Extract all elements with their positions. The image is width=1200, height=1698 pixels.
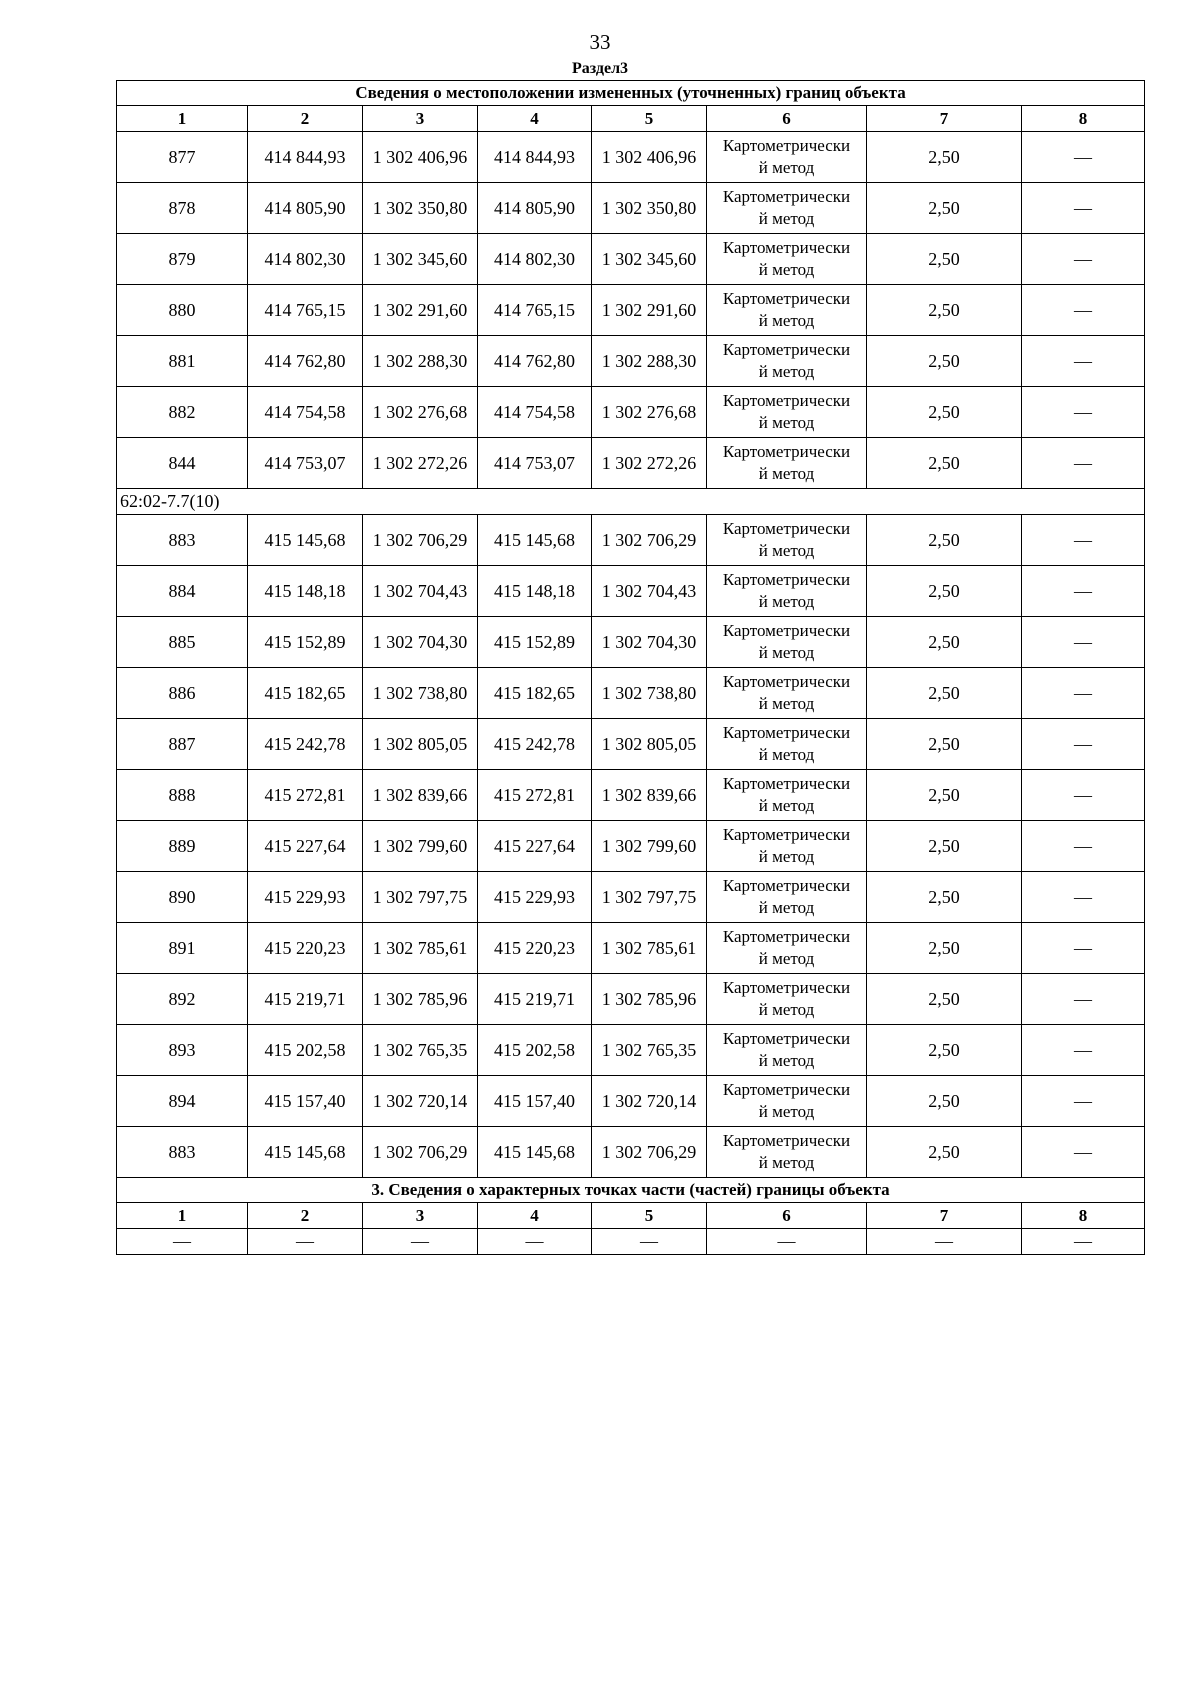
method-cell — [707, 719, 867, 770]
table-cell: 414 844,93 — [478, 132, 592, 183]
table-cell: 2,50 — [867, 668, 1022, 719]
table-cell: — — [1022, 617, 1145, 668]
method-cell — [707, 821, 867, 872]
table-cell: 877 — [117, 132, 248, 183]
table-cell: 414 805,90 — [478, 183, 592, 234]
table-cell: — — [1022, 387, 1145, 438]
section-title: Раздел3 — [571, 60, 629, 77]
table-cell: — — [1022, 974, 1145, 1025]
method-cell — [707, 132, 867, 183]
table-cell: — — [363, 1229, 478, 1255]
method-text-line: й метод — [758, 541, 815, 560]
table-cell: 883 — [117, 1127, 248, 1178]
table-cell: 893 — [117, 1025, 248, 1076]
table-cell: 881 — [117, 336, 248, 387]
table-cell: 415 182,65 — [478, 668, 592, 719]
table-cell: — — [1022, 668, 1145, 719]
method-text-line: й метод — [758, 260, 815, 279]
table-cell: 415 145,68 — [248, 515, 363, 566]
table-cell: 1 302 272,26 — [363, 438, 478, 489]
table-cell: 1 302 291,60 — [363, 285, 478, 336]
table-cell: 414 762,80 — [248, 336, 363, 387]
method-text-line: Картометрически — [722, 723, 851, 742]
method-cell — [707, 1025, 867, 1076]
table-row — [117, 336, 1145, 387]
method-text-line: й метод — [758, 847, 815, 866]
table-row — [117, 1076, 1145, 1127]
table-cell: 1 302 288,30 — [592, 336, 707, 387]
table-cell: — — [1022, 234, 1145, 285]
table-cell: 415 202,58 — [478, 1025, 592, 1076]
method-cell — [707, 285, 867, 336]
table-cell: 2,50 — [867, 1025, 1022, 1076]
table-cell: 1 302 704,30 — [363, 617, 478, 668]
method-text-line: Картометрически — [722, 136, 851, 155]
column-header: 8 — [1022, 106, 1145, 132]
table-cell: — — [1022, 1076, 1145, 1127]
table-cell: 891 — [117, 923, 248, 974]
table-cell: 894 — [117, 1076, 248, 1127]
table-cell: 1 302 720,14 — [363, 1076, 478, 1127]
table-cell: — — [1022, 566, 1145, 617]
table-row — [117, 1229, 1145, 1255]
method-text-line: Картометрически — [722, 187, 851, 206]
table-cell: 1 302 288,30 — [363, 336, 478, 387]
table-cell: — — [707, 1229, 867, 1255]
method-text-line: Картометрически — [722, 1131, 851, 1150]
method-cell — [707, 974, 867, 1025]
column-header: 1 — [117, 1203, 248, 1229]
table-cell: 2,50 — [867, 336, 1022, 387]
method-cell — [707, 566, 867, 617]
table-cell: 1 302 785,96 — [592, 974, 707, 1025]
method-cell — [707, 183, 867, 234]
column-header: 3 — [363, 106, 478, 132]
table-cell: 415 229,93 — [248, 872, 363, 923]
table-cell: 884 — [117, 566, 248, 617]
method-text-line: й метод — [758, 464, 815, 483]
column-header: 7 — [867, 106, 1022, 132]
table-cell: 2,50 — [867, 821, 1022, 872]
table-body — [117, 81, 1145, 1255]
table-cell: 1 302 799,60 — [592, 821, 707, 872]
table-cell: 415 202,58 — [248, 1025, 363, 1076]
table-cell: — — [1022, 1127, 1145, 1178]
table-row — [117, 974, 1145, 1025]
table-cell: 2,50 — [867, 183, 1022, 234]
method-text-line: Картометрически — [722, 442, 851, 461]
method-text-line: Картометрически — [722, 825, 851, 844]
table-cell: 1 302 706,29 — [592, 515, 707, 566]
table-cell: 415 182,65 — [248, 668, 363, 719]
column-header: 3 — [363, 1203, 478, 1229]
table-cell: 414 765,15 — [478, 285, 592, 336]
method-text-line: Картометрически — [722, 927, 851, 946]
method-text-line: й метод — [758, 362, 815, 381]
table-cell: 414 805,90 — [248, 183, 363, 234]
table-cell: 414 844,93 — [248, 132, 363, 183]
table-cell: 415 145,68 — [478, 1127, 592, 1178]
table-cell: — — [867, 1229, 1022, 1255]
table-cell: 415 219,71 — [478, 974, 592, 1025]
table-row — [117, 438, 1145, 489]
method-text-line: Картометрически — [722, 238, 851, 257]
table-cell: 880 — [117, 285, 248, 336]
table-cell: 2,50 — [867, 515, 1022, 566]
method-text-line: Картометрически — [722, 570, 851, 589]
group-label: 62:02-7.7(10) — [117, 489, 1145, 515]
table-cell: — — [592, 1229, 707, 1255]
table-cell: 415 220,23 — [248, 923, 363, 974]
table-cell: — — [1022, 923, 1145, 974]
table-row — [117, 515, 1145, 566]
column-header: 6 — [707, 106, 867, 132]
table-cell: 1 302 797,75 — [363, 872, 478, 923]
table-cell: — — [1022, 183, 1145, 234]
table-cell: 1 302 805,05 — [363, 719, 478, 770]
method-cell — [707, 336, 867, 387]
table-cell: 1 302 406,96 — [592, 132, 707, 183]
table-row — [117, 387, 1145, 438]
table-cell: 2,50 — [867, 770, 1022, 821]
table-cell: 889 — [117, 821, 248, 872]
table-cell: — — [1022, 770, 1145, 821]
table-cell: 1 302 706,29 — [592, 1127, 707, 1178]
method-text-line: й метод — [758, 745, 815, 764]
table-row — [117, 183, 1145, 234]
table-cell: 414 765,15 — [248, 285, 363, 336]
table-cell: — — [1022, 719, 1145, 770]
table-cell: 883 — [117, 515, 248, 566]
table-cell: 414 762,80 — [478, 336, 592, 387]
table-cell: 2,50 — [867, 438, 1022, 489]
table-cell: 415 242,78 — [248, 719, 363, 770]
method-text-line: й метод — [758, 643, 815, 662]
table-cell: 2,50 — [867, 719, 1022, 770]
table-cell: 2,50 — [867, 132, 1022, 183]
table-cell: 1 302 738,80 — [363, 668, 478, 719]
table-cell: 414 802,30 — [248, 234, 363, 285]
method-text-line: й метод — [758, 158, 815, 177]
method-text-line: й метод — [758, 1102, 815, 1121]
table-row — [117, 234, 1145, 285]
column-header: 8 — [1022, 1203, 1145, 1229]
table-cell: 1 302 720,14 — [592, 1076, 707, 1127]
table-cell: 879 — [117, 234, 248, 285]
table-cell: — — [1022, 872, 1145, 923]
table-cell: 415 219,71 — [248, 974, 363, 1025]
method-text-line: й метод — [758, 311, 815, 330]
table-cell: 415 242,78 — [478, 719, 592, 770]
method-text-line: й метод — [758, 898, 815, 917]
table-row — [117, 872, 1145, 923]
method-text-line: й метод — [758, 1153, 815, 1172]
column-header: 6 — [707, 1203, 867, 1229]
table-cell: 414 754,58 — [248, 387, 363, 438]
table-cell: 887 — [117, 719, 248, 770]
method-cell — [707, 770, 867, 821]
method-cell — [707, 515, 867, 566]
table-cell: 885 — [117, 617, 248, 668]
table-cell: — — [1022, 1025, 1145, 1076]
method-text-line: й метод — [758, 694, 815, 713]
table-cell: 1 302 276,68 — [592, 387, 707, 438]
table-cell: 1 302 350,80 — [363, 183, 478, 234]
method-text-line: Картометрически — [722, 672, 851, 691]
table2-header-row — [117, 1203, 1145, 1229]
table-cell: 878 — [117, 183, 248, 234]
table-cell: — — [117, 1229, 248, 1255]
table-row — [117, 285, 1145, 336]
table-cell: 415 148,18 — [478, 566, 592, 617]
coordinates-table — [116, 80, 1145, 1255]
table2-caption — [117, 1178, 1145, 1203]
table-cell: 886 — [117, 668, 248, 719]
table-cell: 2,50 — [867, 1076, 1022, 1127]
table-cell: 415 145,68 — [248, 1127, 363, 1178]
table-cell: 1 302 704,43 — [363, 566, 478, 617]
table-cell: 1 302 406,96 — [363, 132, 478, 183]
table-cell: 415 157,40 — [248, 1076, 363, 1127]
table-row — [117, 617, 1145, 668]
method-text-line: Картометрически — [722, 978, 851, 997]
table-row — [117, 719, 1145, 770]
table-cell: 415 148,18 — [248, 566, 363, 617]
column-header: 5 — [592, 1203, 707, 1229]
method-cell — [707, 387, 867, 438]
table-cell: 1 302 765,35 — [363, 1025, 478, 1076]
table-cell: 414 753,07 — [478, 438, 592, 489]
table-cell: 1 302 345,60 — [592, 234, 707, 285]
table-cell: 415 272,81 — [478, 770, 592, 821]
method-cell — [707, 872, 867, 923]
method-text-line: Картометрически — [722, 1080, 851, 1099]
table-cell: — — [478, 1229, 592, 1255]
method-text-line: й метод — [758, 949, 815, 968]
table-cell: 1 302 704,43 — [592, 566, 707, 617]
table-cell: 415 145,68 — [478, 515, 592, 566]
table-cell: — — [248, 1229, 363, 1255]
table-cell: 1 302 799,60 — [363, 821, 478, 872]
table-cell: 1 302 839,66 — [592, 770, 707, 821]
method-text-line: Картометрически — [722, 391, 851, 410]
table-cell: 2,50 — [867, 566, 1022, 617]
table-cell: 1 302 839,66 — [363, 770, 478, 821]
method-text-line: й метод — [758, 592, 815, 611]
table-cell: 2,50 — [867, 974, 1022, 1025]
table-cell: 1 302 272,26 — [592, 438, 707, 489]
table-cell: 2,50 — [867, 617, 1022, 668]
table-cell: — — [1022, 821, 1145, 872]
table2-caption-text: 3. Сведения о характерных точках части (частей) границы объекта — [117, 1178, 1145, 1203]
table-cell: 1 302 704,30 — [592, 617, 707, 668]
table-caption — [117, 81, 1145, 106]
column-header: 2 — [248, 1203, 363, 1229]
method-cell — [707, 923, 867, 974]
table-cell: — — [1022, 285, 1145, 336]
method-text-line: й метод — [758, 209, 815, 228]
table-cell: — — [1022, 1229, 1145, 1255]
table-cell: — — [1022, 438, 1145, 489]
table-cell: 415 272,81 — [248, 770, 363, 821]
page-number: 33 — [589, 30, 611, 54]
table-cell: 1 302 785,96 — [363, 974, 478, 1025]
column-header: 7 — [867, 1203, 1022, 1229]
method-cell — [707, 1127, 867, 1178]
table-cell: 2,50 — [867, 387, 1022, 438]
table-row — [117, 1127, 1145, 1178]
table-cell: 890 — [117, 872, 248, 923]
table-row — [117, 923, 1145, 974]
table-cell: 882 — [117, 387, 248, 438]
method-text-line: Картометрически — [722, 519, 851, 538]
table-cell: 1 302 706,29 — [363, 1127, 478, 1178]
table-cell: 2,50 — [867, 285, 1022, 336]
table-cell: 415 152,89 — [478, 617, 592, 668]
method-cell — [707, 438, 867, 489]
method-text-line: Картометрически — [722, 1029, 851, 1048]
table-row — [117, 566, 1145, 617]
table-cell: — — [1022, 132, 1145, 183]
table-cell: 1 302 738,80 — [592, 668, 707, 719]
table-row — [117, 668, 1145, 719]
table-cell: 414 754,58 — [478, 387, 592, 438]
table-cell: 1 302 706,29 — [363, 515, 478, 566]
table-row — [117, 821, 1145, 872]
column-header: 4 — [478, 106, 592, 132]
table-cell: 1 302 765,35 — [592, 1025, 707, 1076]
table-cell: 415 229,93 — [478, 872, 592, 923]
table-cell: 2,50 — [867, 923, 1022, 974]
table-cell: 892 — [117, 974, 248, 1025]
method-text-line: Картометрически — [722, 289, 851, 308]
column-header: 1 — [117, 106, 248, 132]
method-text-line: Картометрически — [722, 621, 851, 640]
table-row — [117, 1025, 1145, 1076]
table-cell: 415 157,40 — [478, 1076, 592, 1127]
method-cell — [707, 668, 867, 719]
method-text-line: й метод — [758, 796, 815, 815]
table-cell: 1 302 291,60 — [592, 285, 707, 336]
table-cell: 415 220,23 — [478, 923, 592, 974]
method-text-line: Картометрически — [722, 340, 851, 359]
method-text-line: й метод — [758, 413, 815, 432]
table-cell: — — [1022, 336, 1145, 387]
table-cell: 415 152,89 — [248, 617, 363, 668]
table-cell: 1 302 785,61 — [363, 923, 478, 974]
table-cell: — — [1022, 515, 1145, 566]
table-caption-text: Сведения о местоположении измененных (уточненных) границ объекта — [117, 81, 1145, 106]
table-cell: 1 302 785,61 — [592, 923, 707, 974]
table-row — [117, 132, 1145, 183]
group-row — [117, 489, 1145, 515]
method-text-line: й метод — [758, 1051, 815, 1070]
table-cell: 1 302 350,80 — [592, 183, 707, 234]
table-cell: 414 802,30 — [478, 234, 592, 285]
table-cell: 844 — [117, 438, 248, 489]
table-row — [117, 770, 1145, 821]
table-cell: 1 302 797,75 — [592, 872, 707, 923]
table-cell: 414 753,07 — [248, 438, 363, 489]
method-text-line: Картометрически — [722, 774, 851, 793]
header-row — [117, 106, 1145, 132]
method-cell — [707, 234, 867, 285]
table-cell: 2,50 — [867, 234, 1022, 285]
table-cell: 2,50 — [867, 1127, 1022, 1178]
table-cell: 415 227,64 — [478, 821, 592, 872]
method-cell — [707, 617, 867, 668]
table-cell: 1 302 276,68 — [363, 387, 478, 438]
method-text-line: й метод — [758, 1000, 815, 1019]
table-cell: 2,50 — [867, 872, 1022, 923]
column-header: 5 — [592, 106, 707, 132]
column-header: 2 — [248, 106, 363, 132]
table-cell: 415 227,64 — [248, 821, 363, 872]
method-text-line: Картометрически — [722, 876, 851, 895]
table-cell: 888 — [117, 770, 248, 821]
column-header: 4 — [478, 1203, 592, 1229]
table-cell: 1 302 345,60 — [363, 234, 478, 285]
table-cell: 1 302 805,05 — [592, 719, 707, 770]
method-cell — [707, 1076, 867, 1127]
